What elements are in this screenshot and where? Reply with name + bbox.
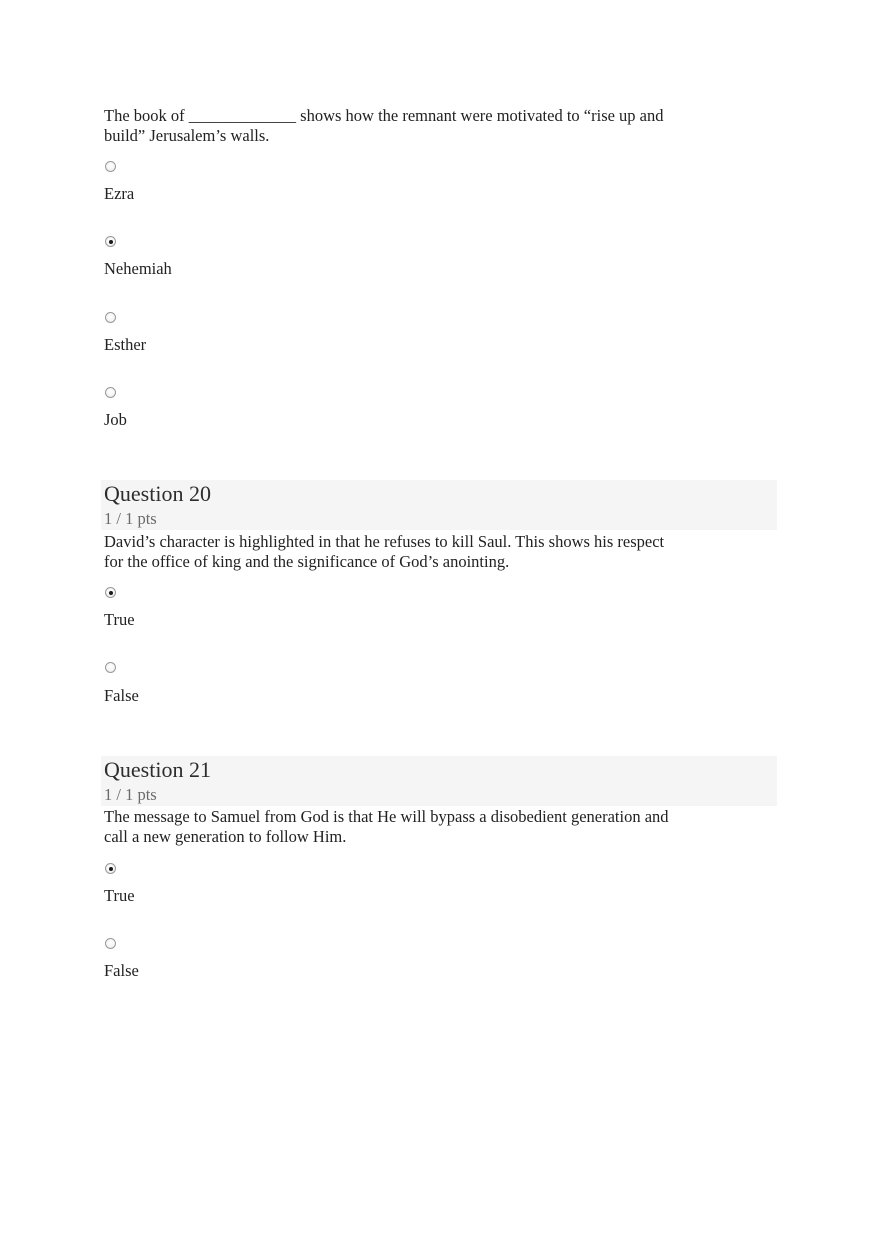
question-21-option-false-label: False (104, 961, 139, 980)
question-21-option-false-radio[interactable] (105, 938, 116, 949)
question-20-title: Question 20 (104, 481, 211, 506)
question-21-option-true-radio[interactable] (105, 863, 116, 874)
question-19-option-ezra-label: Ezra (104, 184, 135, 203)
question-21-points: 1 / 1 pts (104, 785, 157, 804)
question-20-option-false-label: False (104, 686, 139, 705)
question-19-option-job-radio[interactable] (105, 387, 116, 398)
question-20-option-true-label: True (104, 610, 135, 629)
question-21-title: Question 21 (104, 757, 211, 782)
question-19-option-esther-label: Esther (104, 335, 147, 354)
question-20-option-false-radio[interactable] (105, 662, 116, 673)
question-19-prompt: The book of _____________ shows how the remnant were motivated to “rise up and build” Jerusalem’s walls. (104, 106, 664, 145)
question-21-option-true-label: True (104, 886, 135, 905)
question-19-option-job-label: Job (104, 410, 127, 429)
question-21-header (101, 756, 777, 806)
question-21-prompt: The message to Samuel from God is that He will bypass a disobedient generation and call a new generation to follow Him. (104, 807, 669, 846)
question-20-option-true-radio[interactable] (105, 587, 116, 598)
question-19-option-nehemiah-radio[interactable] (105, 236, 116, 247)
question-20-prompt: David’s character is highlighted in that he refuses to kill Saul. This shows his respect for the office of king and the significance of God’s anointing. (104, 532, 665, 571)
question-19-option-ezra-radio[interactable] (105, 161, 116, 172)
question-20-header (101, 480, 777, 530)
question-19-option-nehemiah-label: Nehemiah (104, 259, 172, 278)
question-20-points: 1 / 1 pts (104, 509, 157, 528)
question-19-option-esther-radio[interactable] (105, 312, 116, 323)
